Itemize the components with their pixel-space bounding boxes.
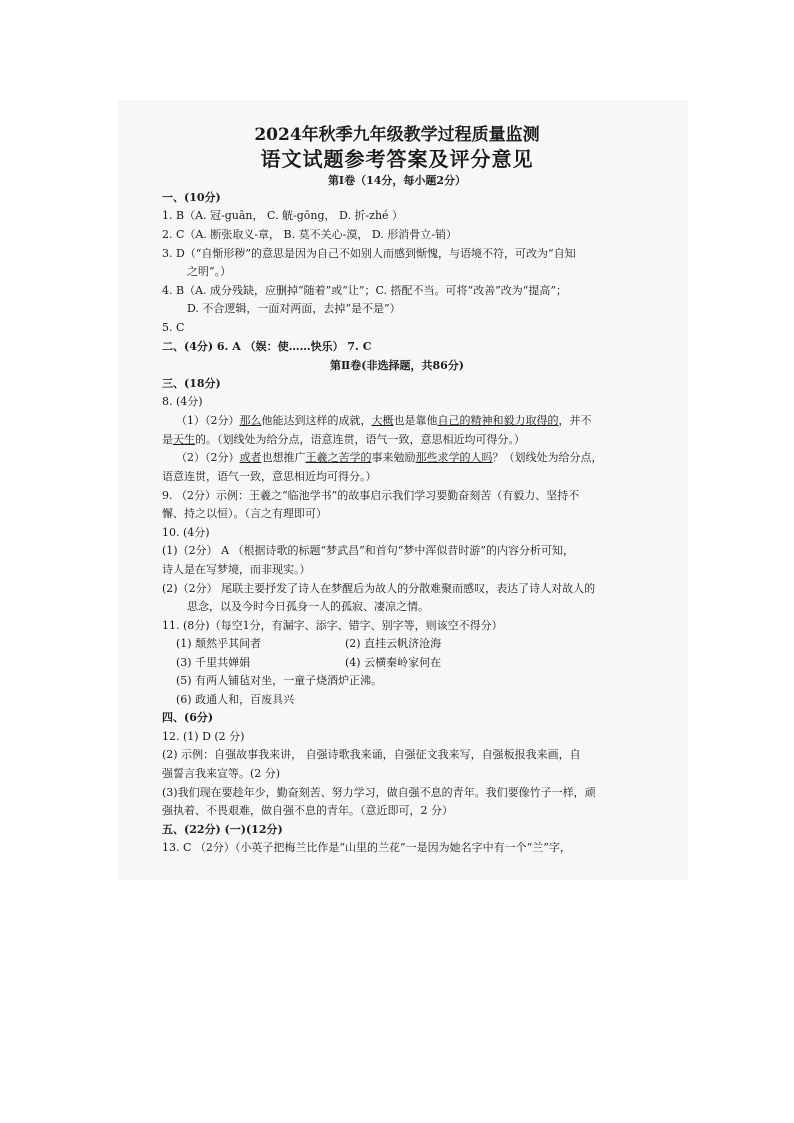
answer-q10-1-line2: 诗人是在写梦境，而非现实。）: [162, 563, 311, 576]
answer-q10-2-line2: 思念，以及今时今日孤身一人的孤寂、凄凉之情。: [187, 600, 429, 613]
answer-q12-2-line1: (2) 示例：自强故事我来讲， 自强诗歌我来诵，自强征文我来写，自强板报我来画，自: [162, 748, 581, 761]
part2-header: 第Ⅱ卷(非选择题，共86分): [330, 359, 464, 372]
answer-q11-4: (4) 云横秦岭家何在: [345, 656, 442, 669]
answer-q11-2: (2) 直挂云帆济沧海: [345, 637, 442, 650]
answer-q9-line2: 懈、持之以恒）。（言之有理即可）: [162, 507, 327, 520]
answer-q8-1-line2: 是天生的。（划线处为给分点，语意连贯，语气一致，意思相近均可得分。）: [162, 433, 525, 446]
answer-q8-1-line1: （1）（2分）那么他能达到这样的成就，大概也是靠他自己的精神和毅力取得的，并不: [176, 414, 592, 427]
answer-q11-6: (6) 政通人和，百废具兴: [176, 693, 295, 706]
answer-q4-line2: D. 不合逻辑，一面对两面，去掉“是不是”）: [187, 302, 401, 315]
answer-q9-line1: 9. （2分）示例：王羲之“临池学书”的故事启示我们学习要勤奋刻苦（有毅力、坚持不: [162, 489, 580, 502]
page-title: 2024年秋季九年级教学过程质量监测: [254, 125, 540, 145]
answer-q3-line1: 3. D（“自惭形秽”的意思是因为自己不如别人而感到惭愧，与语境不符，可改为“自知: [162, 247, 576, 260]
section-5-heading: 五、(22分) (一)(12分): [162, 823, 283, 836]
section-4-heading: 四、(6分): [162, 711, 214, 724]
answer-q5: 5. C: [162, 321, 185, 334]
answer-q11: 11. (8分)（每空1分，有漏字、添字、错字、别字等，则该空不得分）: [162, 619, 503, 632]
answer-q10-2-line1: (2)（2分） 尾联主要抒发了诗人在梦醒后为故人的分散难聚而感叹，表达了诗人对故人的: [162, 582, 596, 595]
answer-q11-3: (3) 千里共婵娟: [176, 656, 251, 669]
answer-q1: 1. B（A. 冠-guān， C. 觥-gōng， D. 折-zhé ）: [162, 209, 404, 222]
answer-q12-2-line2: 强誓言我来宣等。(2 分): [162, 767, 281, 780]
answer-q13: 13. C （2分）（小英子把梅兰比作是“山里的兰花”一是因为她名字中有一个“兰”字，: [162, 841, 571, 854]
answer-q2: 2. C（A. 断张取义-章， B. 莫不关心-漠， D. 形消骨立-销）: [162, 228, 457, 241]
section-2-answers: 二、(4分) 6. A （娱：使……快乐） 7. C: [162, 340, 372, 353]
answer-q12-3-line1: (3)我们现在要趁年少，勤奋刻苦、努力学习，做自强不息的青年。我们要像竹子一样，顽: [162, 786, 596, 799]
answer-q8-2-line2: 语意连贯，语气一致，意思相近均可得分。）: [162, 470, 377, 483]
answer-q3-line2: 之明”。）: [187, 265, 232, 278]
section-3-heading: 三、(18分): [162, 377, 221, 390]
answer-q10-1-line1: (1)（2分） A （根据诗歌的标题“梦武昌”和首句“梦中浑似昔时游”的内容分析可知，: [162, 544, 575, 557]
answer-q8-2-line1: （2）（2分）或者也想推广王羲之苦学的事来勉励那些求学的人吗？（划线处为给分点，: [176, 451, 603, 464]
answer-q11-1: (1) 颓然乎其间者: [176, 637, 262, 650]
page-subtitle: 语文试题参考答案及评分意见: [260, 147, 534, 171]
answer-q12-3-line2: 强执着、不畏艰难，做自强不息的青年。（意近即可，2 分）: [162, 804, 453, 817]
answer-q10: 10. (4分): [162, 526, 210, 539]
answer-q11-5: (5) 有两人铺毡对坐，一童子烧酒炉正沸。: [176, 674, 383, 687]
section-1-heading: 一、(10分): [162, 191, 221, 204]
answer-q4-line1: 4. B（A. 成分残缺，应删掉“随着”或“让”；C. 搭配不当。可将“改善”改为“提高”；: [162, 284, 568, 297]
answer-q8: 8. (4分): [162, 395, 203, 408]
part1-header: 第Ⅰ卷（14分，每小题2分）: [327, 174, 467, 187]
answer-q12-1: 12. (1) D (2 分): [162, 730, 245, 743]
